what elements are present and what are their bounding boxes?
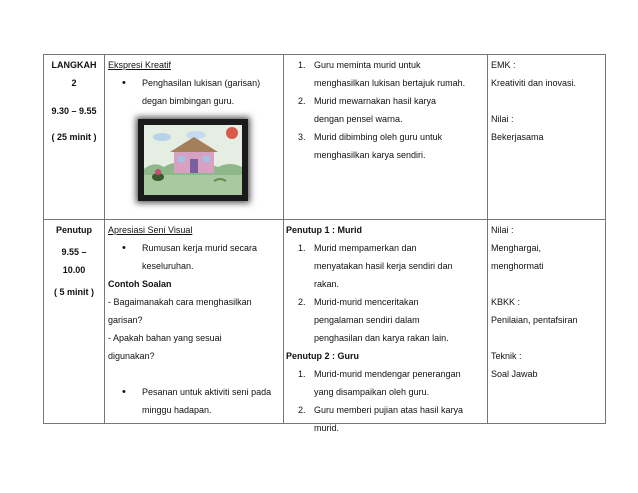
step-cell — [45, 221, 103, 301]
step-duration: ( 25 minit ) — [51, 132, 97, 142]
activities-cell — [286, 221, 486, 437]
kbkk-label: KBKK : — [491, 297, 521, 307]
murid-list — [286, 239, 486, 347]
nilai-label: Nilai : — [491, 114, 514, 124]
row-divider — [43, 219, 606, 220]
nilai-label: Nilai : — [491, 225, 514, 235]
nilai-value: menghormati — [491, 261, 544, 271]
content-title: Ekspresi Kreatif — [108, 60, 172, 70]
emk-value: Kreativiti dan inovasi. — [491, 78, 577, 88]
student-drawing-image — [138, 119, 248, 201]
step-label: LANGKAH — [51, 60, 97, 70]
list-item: 2. Murid mewarnakan hasil karya dengan pensel warna. — [298, 96, 437, 124]
step-time: 9.30 – 9.55 — [51, 106, 97, 116]
list-item: 1. Murid mempamerkan dan menyatakan hasil kerja sendiri dan rakan. — [298, 243, 453, 289]
house-drawing-icon — [144, 125, 242, 195]
step-cell — [45, 56, 103, 146]
content-bullet: • Penghasilan lukisan (garisan) degan bimbingan guru. — [108, 74, 280, 110]
notes-cell — [491, 56, 603, 146]
column-divider — [283, 54, 284, 424]
kbkk-value: Penilaian, pentafsiran — [491, 315, 578, 325]
content-cell — [108, 221, 280, 419]
list-item: 2. Guru memberi pujian atas hasil karya murid. — [298, 405, 464, 433]
content-title: Apresiasi Seni Visual — [108, 225, 193, 235]
lesson-plan-table — [43, 54, 606, 433]
column-divider — [104, 54, 105, 424]
step-time-end: 10.00 — [62, 265, 86, 275]
table-border-right — [605, 54, 606, 424]
step-number: 2 — [71, 78, 77, 88]
activities-cell — [286, 56, 486, 164]
question-line: - Apakah bahan yang sesuai — [108, 333, 222, 343]
step-label: Penutup — [56, 225, 92, 235]
question-line: digunakan? — [108, 351, 155, 361]
teknik-label: Teknik : — [491, 351, 522, 361]
question-line: - Bagaimanakah cara menghasilkan — [108, 297, 252, 307]
content-cell — [108, 56, 280, 110]
content-bullet: • Rumusan kerja murid secara keseluruhan. — [108, 239, 280, 275]
notes-cell — [491, 221, 603, 383]
list-item: 2. Murid-murid menceritakan pengalaman sendiri dalam penghasilan dan karya rakan lain. — [298, 297, 449, 343]
teknik-value: Soal Jawab — [491, 369, 538, 379]
nilai-value: Menghargai, — [491, 243, 542, 253]
table-border-left — [43, 54, 44, 424]
murid-title: Penutup 1 : Murid — [286, 225, 362, 235]
column-divider — [487, 54, 488, 424]
step-duration: ( 5 minit ) — [54, 287, 94, 297]
step-time-start: 9.55 – — [61, 247, 87, 257]
content-bullet: • Pesanan untuk aktiviti seni pada minggu hadapan. — [108, 383, 280, 419]
contoh-title: Contoh Soalan — [108, 279, 172, 289]
list-item: 1. Guru meminta murid untuk menghasilkan lukisan bertajuk rumah. — [298, 60, 466, 88]
table-border-top — [43, 54, 606, 55]
activity-list — [286, 56, 486, 164]
guru-list — [286, 365, 486, 437]
list-item: 3. Murid dibimbing oleh guru untuk menghasilkan karya sendiri. — [298, 132, 443, 160]
nilai-value: Bekerjasama — [491, 132, 544, 142]
question-line: garisan? — [108, 315, 143, 325]
list-item: 1. Murid-murid mendengar penerangan yang disampaikan oleh guru. — [298, 369, 461, 397]
guru-title: Penutup 2 : Guru — [286, 351, 359, 361]
emk-label: EMK : — [491, 60, 516, 70]
